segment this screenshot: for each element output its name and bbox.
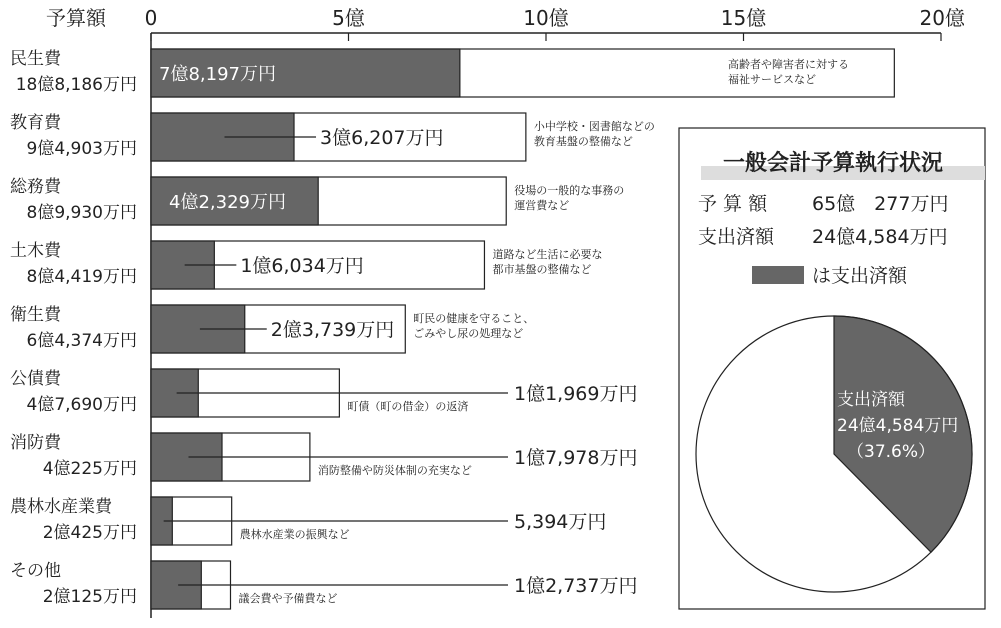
category-label: 農林水産業費 [10,497,112,517]
description-text: 高齢者や障害者に対する [728,58,849,71]
category-labels [10,49,137,607]
description-text: 議会費や予備費など [238,592,338,605]
pie-label-title: 支出済額 [837,390,905,410]
budget-label: 2億125万円 [42,587,137,607]
spent-value-label: 5,394万円 [514,511,607,533]
summary-budget-label: 予 算 額 [698,193,768,215]
legend-swatch [752,266,804,284]
description-text: ごみやし尿の処理など [413,327,524,340]
description-text: 町債（町の借金）の返済 [347,400,469,413]
pie-label-percent: （37.6%） [847,442,936,462]
category-label: 土木費 [10,241,61,261]
budget-label: 9億4,903万円 [26,139,137,159]
summary-spent-value: 24億4,584万円 [812,226,948,248]
spent-value-label: 7億8,197万円 [159,64,276,85]
spent-value-label: 3億6,207万円 [320,127,444,149]
description-text: 町民の健康を守ること、 [413,312,535,325]
legend-text: は支出済額 [812,265,908,287]
description-text: 消防整備や防災体制の充実など [317,464,472,477]
description-text: 小中学校・図書館などの [533,120,655,133]
description-text: 道路など生活に必要な [492,248,603,261]
pie-label-value: 24億4,584万円 [837,416,959,436]
description-text: 運営費など [514,199,570,212]
spent-value-label: 1億6,034万円 [240,255,364,277]
spent-value-label: 4億2,329万円 [169,192,286,213]
budget-label: 2億425万円 [42,523,137,543]
summary-spent-label: 支出済額 [698,226,775,248]
category-label: その他 [10,561,61,581]
budget-label: 4億225万円 [42,459,137,479]
spent-value-label: 2億3,739万円 [270,319,395,341]
category-label: 総務費 [10,177,61,197]
x-tick-label: 15億 [720,6,767,30]
category-label: 民生費 [10,49,61,69]
axis-title: 予算額 [46,6,106,30]
description-text: 福祉サービスなど [728,73,816,86]
x-tick-label: 5億 [332,6,365,30]
description-text: 役場の一般的な事務の [514,184,625,197]
description-text: 農林水産業の振興など [239,528,350,541]
spent-value-label: 1億2,737万円 [514,575,638,597]
budget-label: 4億7,690万円 [26,395,137,415]
summary-budget-value: 65億 277万円 [812,193,949,215]
x-tick-label: 0 [144,6,158,30]
category-label: 消防費 [10,433,61,453]
description-text: 教育基盤の整備など [533,135,633,148]
budget-label: 18億8,186万円 [15,75,137,95]
category-label: 公債費 [10,369,61,389]
category-label: 教育費 [10,113,61,133]
budget-label: 8億9,930万円 [26,203,137,223]
budget-label: 8億4,419万円 [26,267,137,287]
budget-label: 6億4,374万円 [26,331,137,351]
spent-value-label: 1億7,978万円 [514,447,638,469]
summary-title: 一般会計予算執行状況 [722,151,944,176]
spent-value-label: 1億1,969万円 [514,383,638,405]
summary-panel [679,128,985,609]
category-label: 衛生費 [10,305,61,325]
x-tick-label: 10億 [523,6,569,30]
description-text: 都市基盤の整備など [492,263,592,276]
x-tick-label: 20億 [919,6,965,30]
